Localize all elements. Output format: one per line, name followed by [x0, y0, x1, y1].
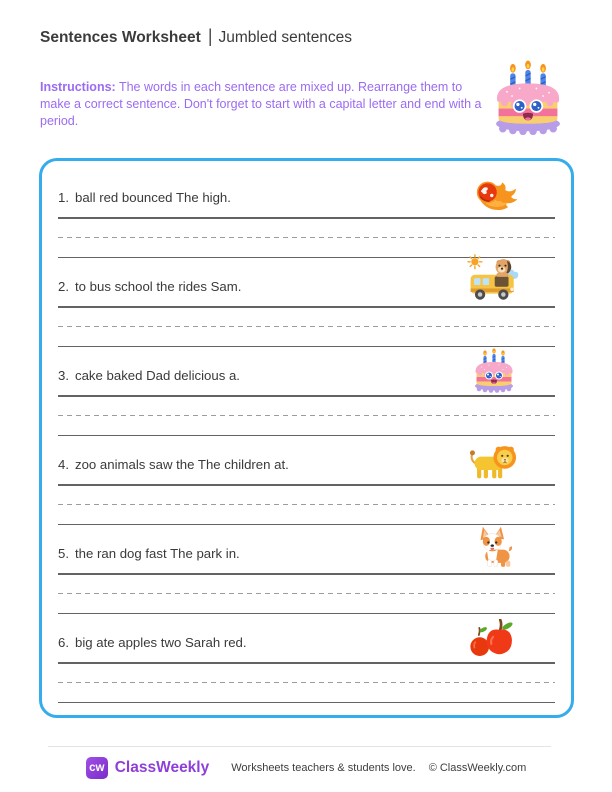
answer-area[interactable]	[58, 306, 555, 347]
page-title	[40, 27, 352, 48]
instructions-text	[40, 79, 488, 130]
item-number: 5.	[58, 546, 69, 561]
title-separator: |	[207, 26, 213, 46]
answer-line-dashed	[58, 682, 555, 684]
item-number: 2.	[58, 279, 69, 294]
sentence-text	[58, 279, 241, 306]
jumbled-sentence-item	[58, 347, 555, 436]
worksheet-subtitle: Jumbled sentences	[218, 28, 353, 46]
jumbled-words: ball red bounced The high.	[75, 190, 231, 205]
answer-line-solid	[58, 217, 555, 219]
corgi-dog-icon	[475, 525, 519, 571]
answer-area[interactable]	[58, 395, 555, 436]
apples-icon	[469, 619, 519, 660]
answer-area[interactable]	[58, 217, 555, 258]
lion-icon	[467, 443, 519, 482]
answer-line-solid	[58, 573, 555, 575]
sentence-row	[58, 169, 555, 217]
jumbled-words: to bus school the rides Sam.	[75, 279, 242, 294]
sentence-row	[58, 258, 555, 306]
jumbled-words: big ate apples two Sarah red.	[75, 635, 247, 650]
birthday-cake-icon	[469, 346, 519, 393]
instructions-label: Instructions:	[40, 80, 116, 94]
answer-line-dashed	[58, 415, 555, 417]
answer-area[interactable]	[58, 484, 555, 525]
school-bus-icon	[467, 254, 519, 304]
jumbled-sentence-item	[58, 169, 555, 258]
answer-line-dashed	[58, 504, 555, 506]
brand-name: ClassWeekly	[114, 759, 210, 776]
sentence-text	[58, 457, 289, 484]
answer-line-solid	[58, 662, 555, 664]
birthday-cake-icon	[486, 56, 570, 136]
footer	[0, 755, 612, 781]
worksheet-title: Sentences Worksheet	[40, 28, 201, 46]
item-number: 1.	[58, 190, 69, 205]
item-number: 4.	[58, 457, 69, 472]
jumbled-sentence-item	[58, 436, 555, 525]
jumbled-words: zoo animals saw the The children at.	[75, 457, 289, 472]
sentence-text	[58, 190, 231, 217]
sentence-text	[58, 546, 240, 573]
answer-line-solid	[58, 484, 555, 486]
answer-line-dashed	[58, 593, 555, 595]
jumbled-words: the ran dog fast The park in.	[75, 546, 240, 561]
item-number: 3.	[58, 368, 69, 383]
sentence-text	[58, 635, 247, 662]
sentence-row	[58, 436, 555, 484]
footer-divider	[48, 746, 551, 747]
instructions-body: The words in each sentence are mixed up. Rearrange them to make a correct sentence. Don't forget to start with a capital letter and end with a period.	[40, 80, 482, 128]
answer-line-solid	[58, 702, 555, 704]
jumbled-sentence-item	[58, 258, 555, 347]
sentence-text	[58, 368, 240, 395]
sentence-row	[58, 614, 555, 662]
sentence-row	[58, 525, 555, 573]
jumbled-words: cake baked Dad delicious a.	[75, 368, 240, 383]
footer-tagline: Worksheets teachers & students love.	[231, 762, 416, 774]
answer-area[interactable]	[58, 662, 555, 703]
answer-area[interactable]	[58, 573, 555, 614]
item-number: 6.	[58, 635, 69, 650]
footer-copyright: © ClassWeekly.com	[428, 762, 527, 774]
answer-line-dashed	[58, 326, 555, 328]
comet-icon	[473, 179, 519, 215]
sentence-row	[58, 347, 555, 395]
answer-line-dashed	[58, 237, 555, 239]
classweekly-logo-icon: cw	[86, 757, 108, 779]
jumbled-sentence-item	[58, 614, 555, 703]
jumbled-sentence-item	[58, 525, 555, 614]
answer-line-solid	[58, 306, 555, 308]
answer-line-solid	[58, 395, 555, 397]
worksheet-box	[39, 158, 574, 718]
